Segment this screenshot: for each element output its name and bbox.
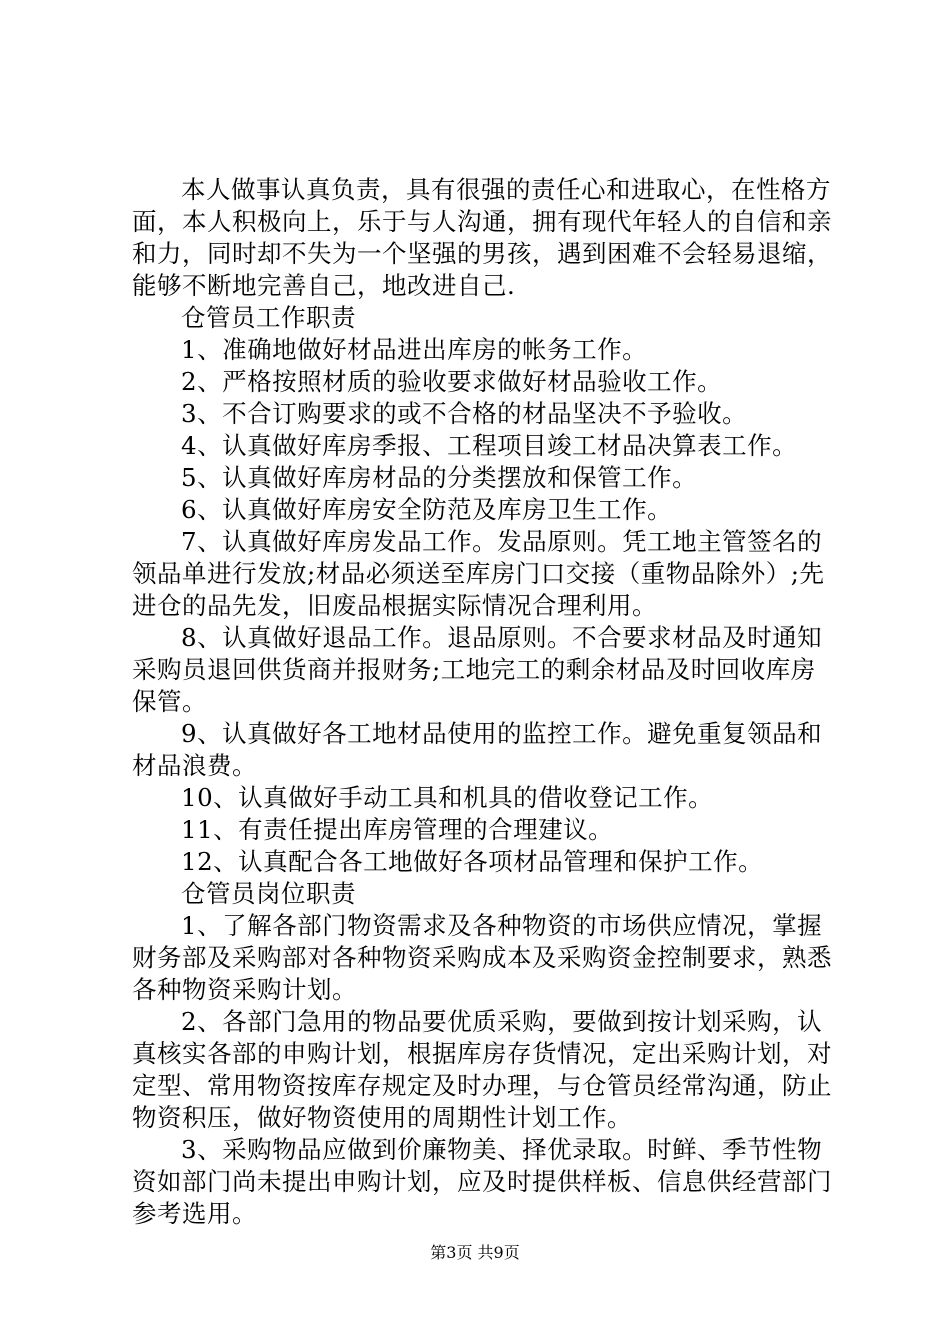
duty-item-1: 1、准确地做好材品进出库房的帐务工作。: [181, 335, 648, 364]
duty-item-2: 2、严格按照材质的验收要求做好材品验收工作。: [181, 367, 723, 396]
duty-item-7: 7、认真做好库房发品工作。发品原则。凭工地主管签名的领品单进行发放;材品必须送至库房门口交接（重物品除外）;先进仓的品先发，旧废品根据实际情况合理利用。: [132, 527, 825, 620]
page-footer: 第3页 共9页: [430, 1243, 520, 1262]
duty-item-3: 3、不合订购要求的或不合格的材品坚决不予验收。: [181, 399, 748, 428]
duty-item-11: 11、有责任提出库房管理的合理建议。: [181, 815, 614, 844]
post-item-1: 1、了解各部门物资需求及各种物资的市场供应情况，掌握财务部及采购部对各种物资采购成本及采购资金控制要求，熟悉各种物资采购计划。: [132, 911, 832, 1004]
section-heading-post-duties: 仓管员岗位职责: [181, 879, 356, 908]
duty-item-6: 6、认真做好库房安全防范及库房卫生工作。: [181, 495, 673, 524]
duty-item-10: 10、认真做好手动工具和机具的借收登记工作。: [181, 783, 714, 812]
section-heading-work-duties: 仓管员工作职责: [181, 303, 356, 332]
post-item-2: 2、各部门急用的物品要优质采购，要做到按计划采购，认真核实各部的申购计划，根据库房存货情况，定出采购计划，对定型、常用物资按库存规定及时办理，与仓管员经常沟通，防止物资积压，做好物资使用的周期性计划工作。: [132, 1007, 832, 1132]
paragraph-self-evaluation: 本人做事认真负责，具有很强的责任心和进取心，在性格方面，本人积极向上，乐于与人沟通，拥有现代年轻人的自信和亲和力，同时却不失为一个坚强的男孩，遇到困难不会轻易退缩，能够不断地完善自己，地改进自己.: [132, 175, 832, 300]
duty-item-5: 5、认真做好库房材品的分类摆放和保管工作。: [181, 463, 698, 492]
document-body: [132, 174, 832, 1230]
duty-item-9: 9、认真做好各工地材品使用的监控工作。避免重复领品和材品浪费。: [132, 719, 823, 780]
duty-item-4: 4、认真做好库房季报、工程项目竣工材品决算表工作。: [181, 431, 798, 460]
post-item-3: 3、采购物品应做到价廉物美、择优录取。时鲜、季节性物资如部门尚未提出申购计划，应及时提供样板、信息供经营部门参考选用。: [132, 1135, 832, 1228]
duty-item-12: 12、认真配合各工地做好各项材品管理和保护工作。: [181, 847, 764, 876]
duty-item-8: 8、认真做好退品工作。退品原则。不合要求材品及时通知采购员退回供货商并报财务;工地完工的剩余材品及时回收库房保管。: [132, 623, 823, 716]
